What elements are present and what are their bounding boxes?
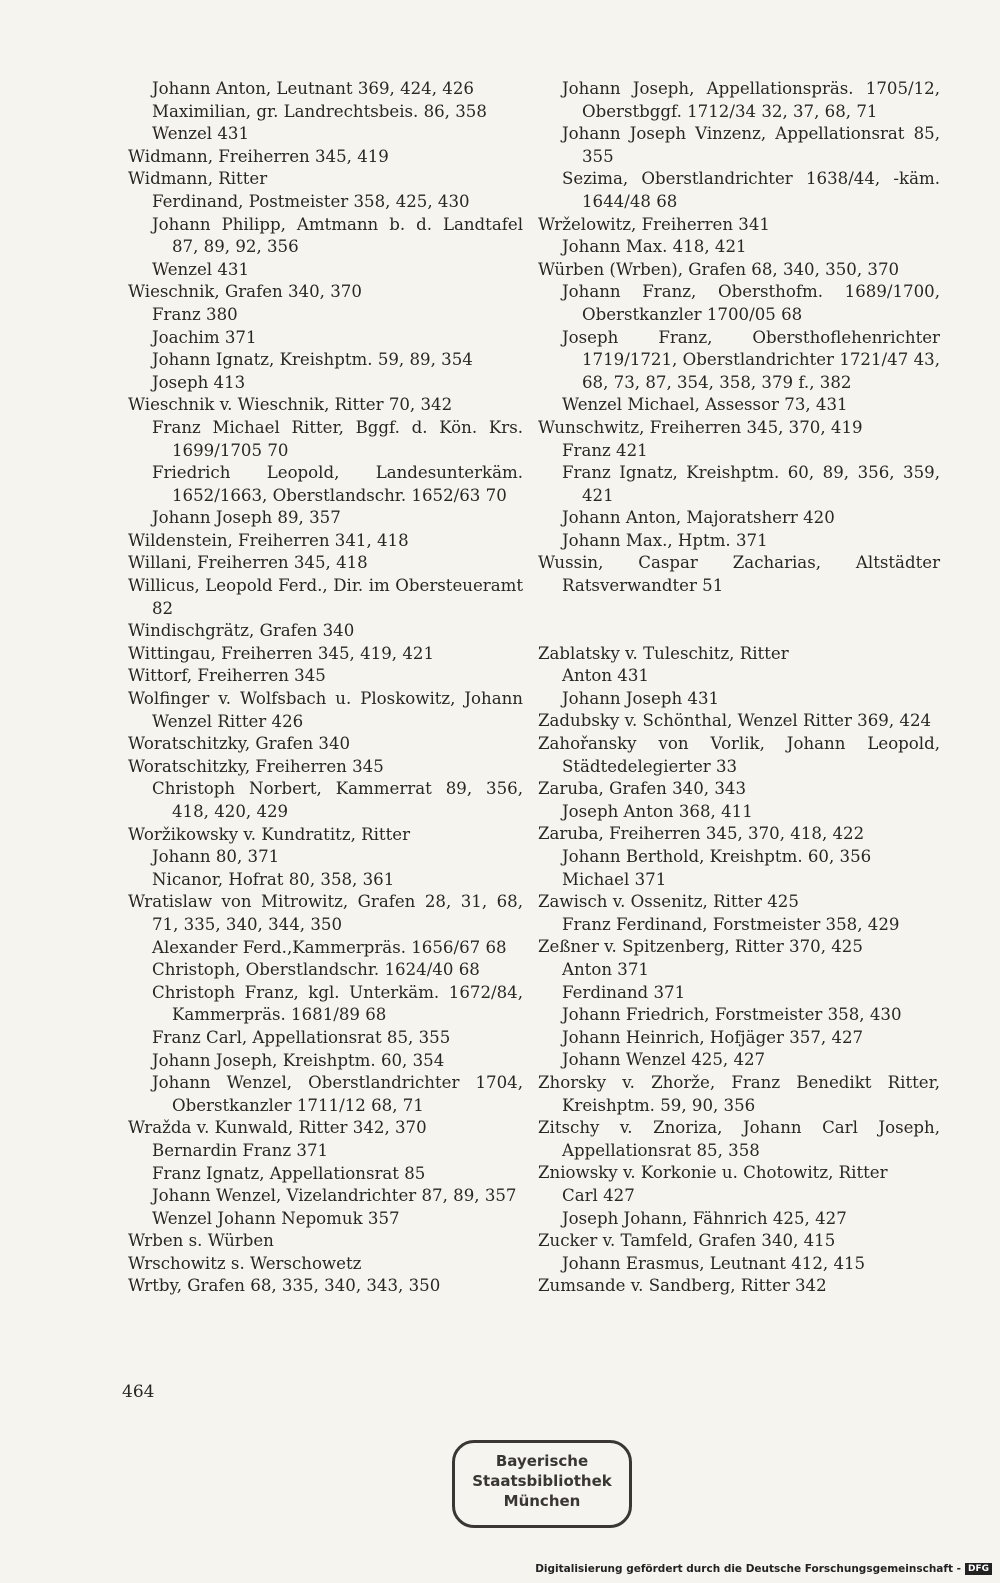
index-entry: Zumsande v. Sandberg, Ritter 342: [538, 1276, 827, 1296]
index-subentry: Joseph Johann, Fähnrich 425, 427: [562, 1208, 847, 1228]
index-entry: Wrtby, Grafen 68, 335, 340, 343, 350: [128, 1276, 441, 1296]
index-subentry: Johann Friedrich, Forstmeister 358, 430: [562, 1005, 902, 1025]
index-subentry: Johann Berthold, Kreishptm. 60, 356: [562, 847, 872, 866]
index-subentry: Franz Carl, Appellationsrat 85, 355: [152, 1027, 451, 1047]
index-entry: Wussin, Caspar Zacharias, Altstädter Ratsverwandter 51: [538, 553, 940, 596]
index-subentry: Franz Michael Ritter, Bggf. d. Kön. Krs. 1699/1705 70: [152, 417, 523, 460]
index-subentry: Wenzel Michael, Assessor 73, 431: [562, 395, 848, 415]
stamp-line: Bayerische: [495, 1452, 589, 1470]
index-column-right: [538, 78, 940, 1298]
index-subentry: Johann Franz, Obersthofm. 1689/1700, Oberstkanzler 1700/05 68: [562, 282, 940, 324]
index-subentry: Joseph Franz, Obersthoflehenrichter 1719/1721, Oberstlandrichter 1721/47 43, 68, 73, 87, 354, 358, 379 f., 382: [562, 327, 940, 392]
index-subentry: Maximilian, gr. Landrechtsbeis. 86, 358: [152, 101, 487, 121]
index-entry: Wrben s. Würben: [128, 1231, 274, 1251]
index-subentry: Joseph Anton 368, 411: [562, 801, 753, 821]
index-subentry: Ferdinand, Postmeister 358, 425, 430: [152, 191, 470, 211]
index-entry: Widmann, Freiherren 345, 419: [128, 146, 389, 166]
index-subentry: Nicanor, Hofrat 80, 358, 361: [152, 869, 395, 889]
index-subentry: Johann Max. 418, 421: [562, 237, 747, 257]
index-entry: Wolfinger v. Wolfsbach u. Ploskowitz, Johann Wenzel Ritter 426: [128, 689, 523, 731]
index-entry: Windischgrätz, Grafen 340: [128, 621, 355, 641]
index-entry: Zaruba, Freiherren 345, 370, 418, 422: [538, 824, 865, 844]
index-subentry: Johann Wenzel 425, 427: [562, 1050, 766, 1070]
index-subentry: Johann Joseph 431: [562, 688, 720, 708]
index-entry: Wunschwitz, Freiherren 345, 370, 419: [538, 417, 863, 437]
index-subentry: Johann Philipp, Amtmann b. d. Landtafel 87, 89, 92, 356: [152, 214, 523, 257]
index-entry: Woržikowsky v. Kundratitz, Ritter: [128, 824, 411, 844]
index-entry: Zhorsky v. Zhorže, Franz Benedikt Ritter, Kreishptm. 59, 90, 356: [538, 1072, 940, 1115]
stamp-line: München: [503, 1492, 581, 1510]
index-subentry: Wenzel 431: [152, 124, 250, 144]
index-entry: Zaruba, Grafen 340, 343: [538, 779, 747, 799]
index-entry: Wrschowitz s. Werschowetz: [128, 1253, 362, 1273]
index-entry: Wildenstein, Freiherren 341, 418: [128, 530, 409, 550]
index-entry: Wratislaw von Mitrowitz, Grafen 28, 31, 68, 71, 335, 340, 344, 350: [128, 892, 523, 934]
index-subentry: Franz Ignatz, Appellationsrat 85: [152, 1163, 426, 1183]
index-subentry: Franz 380: [152, 304, 238, 324]
index-entry: Zeßner v. Spitzenberg, Ritter 370, 425: [538, 937, 863, 957]
section-gap: [538, 598, 940, 643]
index-subentry: Franz Ignatz, Kreishptm. 60, 89, 356, 359, 421: [562, 463, 940, 505]
index-subentry: Johann Wenzel, Vizelandrichter 87, 89, 357: [152, 1186, 517, 1206]
index-subentry: Alexander Ferd.,Kammerpräs. 1656/67 68: [152, 937, 507, 957]
index-subentry: Joachim 371: [152, 327, 257, 347]
index-entry: Wittingau, Freiherren 345, 419, 421: [128, 643, 434, 663]
index-entry: Wittorf, Freiherren 345: [128, 666, 326, 686]
index-subentry: Johann Heinrich, Hofjäger 357, 427: [562, 1027, 864, 1047]
index-subentry: Franz 421: [562, 440, 648, 460]
index-subentry: Carl 427: [562, 1185, 635, 1205]
index-subentry: Sezima, Oberstlandrichter 1638/44, -käm. 1644/48 68: [562, 169, 940, 211]
index-subentry: Joseph 413: [152, 372, 246, 392]
index-subentry: Johann Ignatz, Kreishptm. 59, 89, 354: [152, 350, 473, 370]
index-subentry: Wenzel 431: [152, 259, 250, 279]
index-entry: Würben (Wrben), Grafen 68, 340, 350, 370: [538, 259, 900, 279]
index-subentry: Johann Joseph, Kreishptm. 60, 354: [152, 1050, 445, 1070]
library-stamp: [452, 1440, 632, 1528]
index-entry: Wieschnik v. Wieschnik, Ritter 70, 342: [128, 395, 453, 415]
index-entry: Woratschitzky, Grafen 340: [128, 734, 351, 754]
digitization-footer: [535, 1563, 992, 1575]
index-subentry: Michael 371: [562, 869, 667, 889]
index-subentry: Anton 371: [562, 959, 649, 979]
index-column-left: [128, 78, 523, 1298]
index-entry: Widmann, Ritter: [128, 169, 268, 189]
index-subentry: Johann Joseph Vinzenz, Appellationsrat 85, 355: [562, 124, 940, 166]
index-entry: Wrželowitz, Freiherren 341: [538, 214, 770, 234]
index-entry: Woratschitzky, Freiherren 345: [128, 756, 384, 776]
footer-text: Digitalisierung gefördert durch die Deutsche Forschungsgemeinschaft -: [535, 1563, 961, 1575]
index-subentry: Wenzel Johann Nepomuk 357: [152, 1208, 400, 1228]
index-subentry: Anton 431: [562, 666, 649, 686]
index-subentry: Johann 80, 371: [152, 847, 280, 867]
index-subentry: Friedrich Leopold, Landesunterkäm. 1652/1663, Oberstlandschr. 1652/63 70: [152, 463, 523, 505]
index-entry: Wieschnik, Grafen 340, 370: [128, 282, 362, 302]
index-entry: Zitschy v. Znoriza, Johann Carl Joseph, Appellationsrat 85, 358: [538, 1118, 940, 1160]
index-subentry: Johann Anton, Leutnant 369, 424, 426: [152, 79, 474, 98]
index-entry: Willani, Freiherren 345, 418: [128, 553, 368, 573]
index-subentry: Christoph, Oberstlandschr. 1624/40 68: [152, 960, 480, 980]
index-entry: Zadubsky v. Schönthal, Wenzel Ritter 369, 424: [538, 711, 932, 731]
stamp-line: Staatsbibliothek: [472, 1472, 612, 1490]
index-subentry: Johann Max., Hptm. 371: [562, 530, 768, 550]
index-entry: Zawisch v. Ossenitz, Ritter 425: [538, 892, 799, 912]
index-subentry: Johann Erasmus, Leutnant 412, 415: [562, 1253, 866, 1273]
index-subentry: Johann Joseph, Appellationspräs. 1705/12, Oberstbggf. 1712/34 32, 37, 68, 71: [562, 79, 940, 121]
index-subentry: Johann Wenzel, Oberstlandrichter 1704, Oberstkanzler 1711/12 68, 71: [152, 1073, 523, 1115]
index-subentry: Franz Ferdinand, Forstmeister 358, 429: [562, 914, 900, 934]
index-subentry: Christoph Franz, kgl. Unterkäm. 1672/84, Kammerpräs. 1681/89 68: [152, 982, 523, 1025]
index-subentry: Bernardin Franz 371: [152, 1140, 329, 1160]
index-subentry: Ferdinand 371: [562, 982, 686, 1002]
page-number: 464: [122, 1382, 155, 1402]
index-entry: Zahořansky von Vorlik, Johann Leopold, Städtedelegierter 33: [538, 734, 940, 776]
index-subentry: Christoph Norbert, Kammerrat 89, 356, 418, 420, 429: [152, 779, 523, 821]
index-entry: Zablatsky v. Tuleschitz, Ritter: [538, 643, 789, 663]
index-entry: Willicus, Leopold Ferd., Dir. im Obersteueramt 82: [128, 576, 523, 618]
index-entry: Wražda v. Kunwald, Ritter 342, 370: [128, 1118, 427, 1138]
dfg-logo: DFG: [965, 1563, 992, 1575]
index-subentry: Johann Joseph 89, 357: [152, 508, 341, 528]
index-subentry: Johann Anton, Majoratsherr 420: [562, 508, 835, 528]
index-entry: Zniowsky v. Korkonie u. Chotowitz, Ritter: [538, 1163, 888, 1183]
index-entry: Zucker v. Tamfeld, Grafen 340, 415: [538, 1231, 836, 1251]
